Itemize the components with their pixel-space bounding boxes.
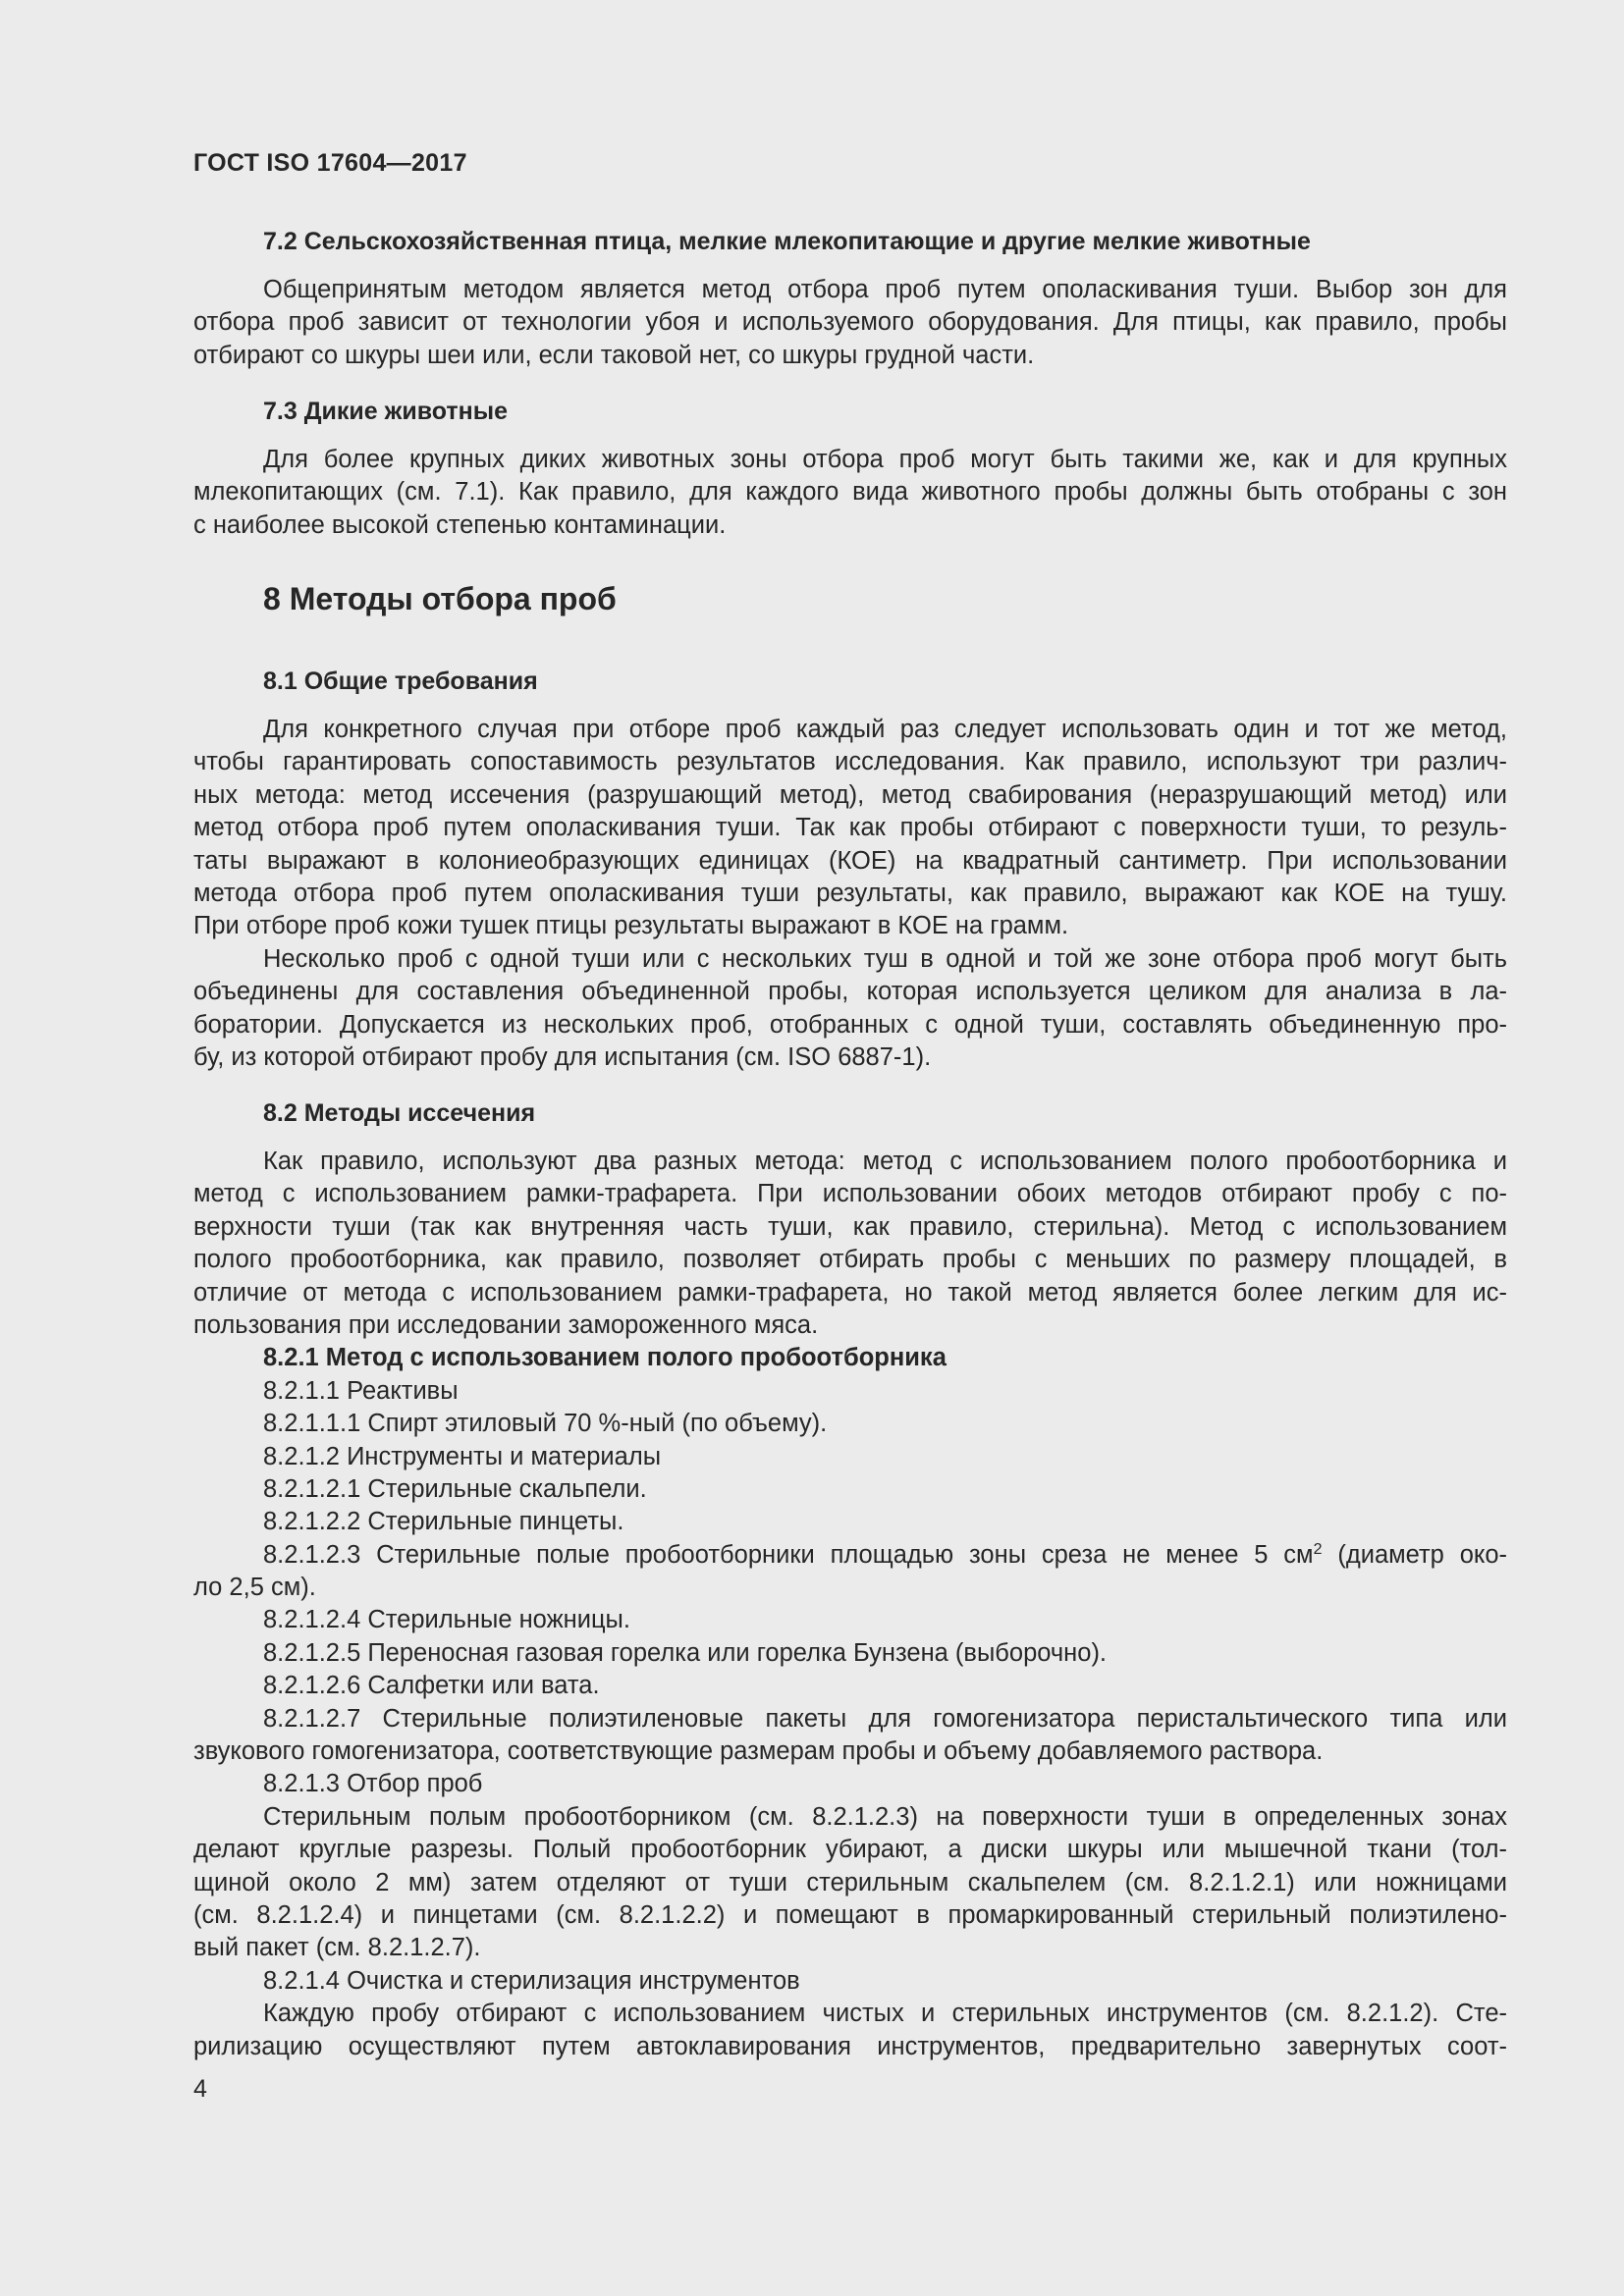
text-line: пользования при исследовании замороженного мяса.	[193, 1310, 819, 1339]
text-line: с наиболее высокой степенью контаминации.	[193, 510, 727, 539]
text-line-with-superscript	[193, 1539, 1507, 1572]
text-line: ных метода: метод иссечения (разрушающий метод), метод свабирования (неразрушающий метод) или	[193, 780, 1507, 809]
superscript: 2	[1313, 1540, 1323, 1558]
text-line: Каждую пробу отбирают с использованием чистых и стерильных инструментов (см. 8.2.1.2). Сте-	[263, 2000, 1507, 2028]
text-line: При отборе проб кожи тушек птицы результаты выражают в КОЕ на грамм.	[193, 912, 1069, 940]
text-line: Как правило, используют два разных метода: метод с использованием полого пробоотборника и	[263, 1148, 1507, 1175]
text-line: Для конкретного случая при отборе проб каждый раз следует использовать один и тот же метод,	[263, 716, 1507, 743]
section-7-2-text	[193, 274, 1507, 372]
text-line: 8.2.1.2.6 Салфетки или вата.	[263, 1672, 600, 1700]
text-line: боратории. Допускается из нескольких проб, отобранных с одной туши, составлять объединенную про-	[193, 1010, 1507, 1039]
text-line: вый пакет (см. 8.2.1.2.7).	[193, 1934, 481, 1962]
text-line: звукового гомогенизатора, соответствующие размерам пробы и объему добавляемого раствора.	[193, 1737, 1324, 1766]
text-fragment: (диаметр око-	[1337, 1540, 1507, 1569]
section-8-2-title: 8.2 Методы иссечения	[263, 1099, 536, 1127]
text-line: 8.2.1.1 Реактивы	[263, 1376, 459, 1405]
text-line: щиной около 2 мм) затем отделяют от туши стерильным скальпелем (см. 8.2.1.2.1) или ножницами	[193, 1868, 1507, 1896]
text-line: метода отбора проб путем ополаскивания туши результаты, как правило, выражают как КОЕ на тушу.	[193, 879, 1507, 907]
subsection-8-2-1-title: 8.2.1 Метод с использованием полого пробоотборника	[263, 1344, 947, 1372]
text-fragment: 8.2.1.2.3 Стерильные полые пробоотборники площадью зоны среза не менее 5 см	[263, 1540, 1314, 1569]
text-line: 8.2.1.4 Очистка и стерилизация инструментов	[263, 1966, 800, 1995]
text-line: объединены для составления объединенной пробы, которая используется целиком для анализа в ла-	[193, 978, 1507, 1006]
text-line: 8.2.1.2.4 Стерильные ножницы.	[263, 1606, 630, 1634]
text-line: Несколько проб с одной туши или с нескольких туш в одной и той же зоне отбора проб могут быть	[263, 944, 1507, 973]
text-line: бу, из которой отбирают пробу для испытания (см. ISO 6887-1).	[193, 1042, 932, 1071]
page-number: 4	[193, 2075, 207, 2103]
text-line: 8.2.1.2.2 Стерильные пинцеты.	[263, 1508, 624, 1536]
section-7-3-text	[193, 444, 1507, 542]
text-line: 8.2.1.1.1 Спирт этиловый 70 %-ный (по объему).	[263, 1410, 828, 1438]
text-line: 8.2.1.2.5 Переносная газовая горелка или горелка Бунзена (выборочно).	[263, 1638, 1108, 1667]
section-8-title: 8 Методы отбора проб	[263, 581, 617, 616]
section-7-3-title: 7.3 Дикие животные	[263, 398, 508, 425]
text-line: Общепринятым методом является метод отбора проб путем ополаскивания туши. Выбор зон для	[263, 276, 1507, 303]
text-line: Для более крупных диких животных зоны отбора проб могут быть такими же, как и для крупных	[263, 446, 1507, 473]
text-line: рилизацию осуществляют путем автоклавирования инструментов, предварительно завернутых соот-	[193, 2032, 1507, 2060]
section-7-2-title: 7.2 Сельскохозяйственная птица, мелкие млекопитающие и другие мелкие животные	[263, 228, 1311, 255]
text-line: 8.2.1.2.1 Стерильные скальпели.	[263, 1474, 647, 1503]
text-line: ло 2,5 см).	[193, 1574, 316, 1602]
text-line: чтобы гарантировать сопоставимость результатов исследования. Как правило, используют три различ-	[193, 748, 1507, 776]
text-line: отличие от метода с использованием рамки-трафарета, но такой метод является более легким для ис-	[193, 1278, 1507, 1307]
text-line: отбирают со шкуры шеи или, если таковой нет, со шкуры грудной части.	[193, 341, 1035, 369]
text-line: метод с использованием рамки-трафарета. При использовании обоих методов отбирают пробу с по-	[193, 1180, 1507, 1208]
document-code: ГОСТ ISO 17604—2017	[193, 149, 467, 177]
text-line: 8.2.1.2.7 Стерильные полиэтиленовые пакеты для гомогенизатора перистальтического типа или	[263, 1704, 1507, 1733]
text-line: таты выражают в колониеобразующих единицах (КОЕ) на квадратный сантиметр. При использовании	[193, 846, 1507, 875]
text-line: 8.2.1.2 Инструменты и материалы	[263, 1442, 662, 1470]
text-line: верхности туши (так как внутренняя часть туши, как правило, стерильна). Метод с использованием	[193, 1212, 1507, 1241]
text-line: полого пробоотборника, как правило, позволяет отбирать пробы с меньших по размеру площадей, в	[193, 1246, 1507, 1274]
text-line: млекопитающих (см. 7.1). Как правило, для каждого вида животного пробы должны быть отобраны с зон	[193, 478, 1507, 507]
section-8-1-text	[193, 714, 1507, 1074]
text-line: делают круглые разрезы. Полый пробоотборник убирают, а диски шкуры или мышечной ткани (тол-	[193, 1836, 1507, 1864]
text-line: отбора проб зависит от технологии убоя и используемого оборудования. Для птицы, как правило, пробы	[193, 308, 1507, 337]
text-line: (см. 8.2.1.2.4) и пинцетами (см. 8.2.1.2.2) и помещают в промаркированный стерильный полиэтилено-	[193, 1900, 1507, 1929]
section-8-1-title: 8.1 Общие требования	[263, 667, 538, 695]
text-line: метод отбора проб путем ополаскивания туши. Так как пробы отбирают с поверхности туши, то резуль-	[193, 814, 1507, 842]
text-line: Стерильным полым пробоотборником (см. 8.2.1.2.3) на поверхности туши в определенных зонах	[263, 1802, 1507, 1831]
section-8-2-text	[193, 1146, 1507, 2063]
text-line: 8.2.1.3 Отбор проб	[263, 1770, 483, 1798]
